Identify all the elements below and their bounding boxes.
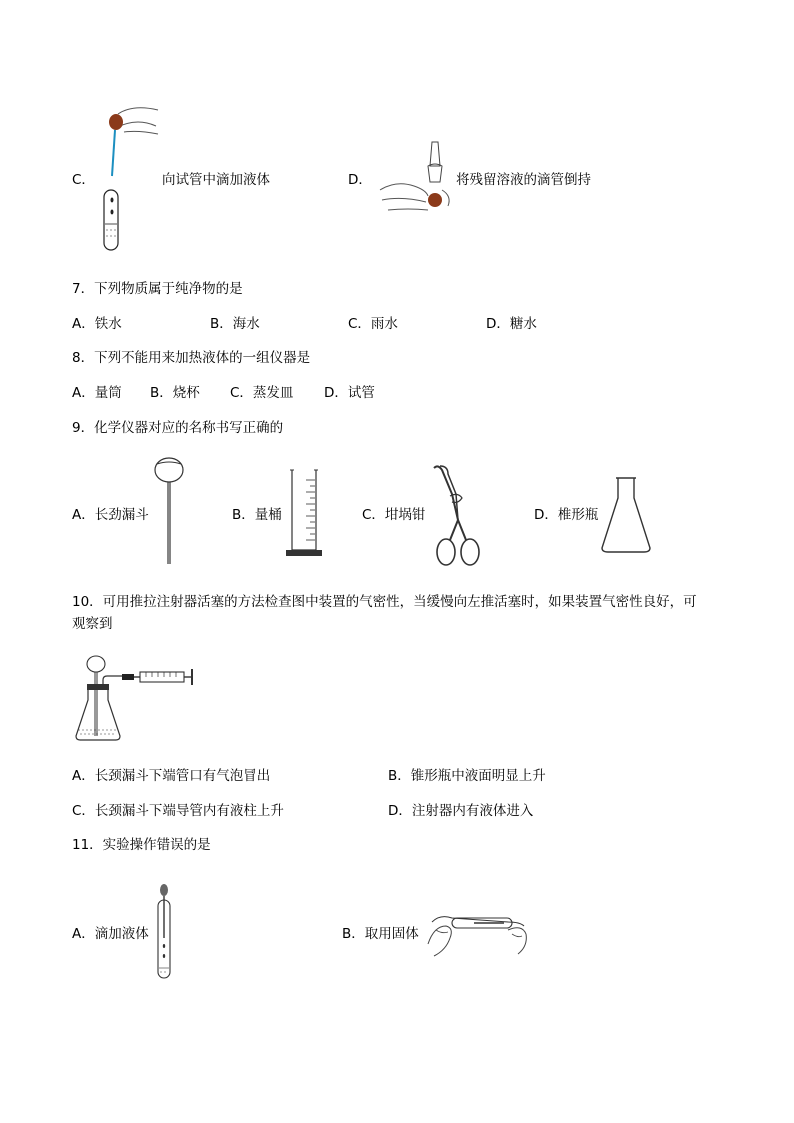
- q9-option-c: C．坩埚钳: [362, 507, 426, 523]
- q6-option-d-letter: D．: [348, 172, 372, 188]
- q9-stem: 9．化学仪器对应的名称书写正确的: [72, 420, 284, 436]
- q7-option-c: C．雨水: [348, 316, 398, 332]
- q9-option-a: A．长劲漏斗: [72, 507, 149, 523]
- q10-option-a: A．长颈漏斗下端管口有气泡冒出: [72, 768, 271, 784]
- q7-option-a: A．铁水: [72, 316, 122, 332]
- q6-option-c-text: 向试管中滴加液体: [162, 172, 270, 188]
- q11-option-b: B．取用固体: [342, 926, 419, 942]
- q11-option-a: A．滴加液体: [72, 926, 149, 942]
- q8-stem: 8．下列不能用来加热液体的一组仪器是: [72, 350, 311, 366]
- q8-option-d: D．试管: [324, 385, 375, 401]
- q10-stem-line1: 10．可用推拉注射器活塞的方法检查图中装置的气密性，当缓慢向左推活塞时，如果装置气密性良好，可: [72, 594, 697, 610]
- graduated-cylinder-icon: [284, 468, 324, 558]
- airtightness-apparatus-figure: [74, 652, 194, 744]
- q7-option-b: B．海水: [210, 316, 260, 332]
- q10-option-c: C．长颈漏斗下端导管内有液柱上升: [72, 803, 284, 819]
- conical-flask-icon: [598, 474, 654, 554]
- q6-option-d-text: 将残留溶液的滴管倒持: [456, 172, 591, 188]
- q7-stem: 7．下列物质属于纯净物的是: [72, 281, 243, 297]
- q11-stem: 11．实验操作错误的是: [72, 837, 211, 853]
- crucible-tongs-icon: [428, 464, 486, 568]
- dropper-adding-liquid-figure: [98, 104, 162, 254]
- q8-option-b: B．烧杯: [150, 385, 200, 401]
- q9-option-d: D．椎形瓶: [534, 507, 599, 523]
- q10-stem-line2: 观察到: [72, 616, 113, 632]
- q7-option-d: D．糖水: [486, 316, 537, 332]
- dropper-in-test-tube-figure: [152, 882, 176, 982]
- q10-option-b: B．锥形瓶中液面明显上升: [388, 768, 546, 784]
- q8-option-c: C．蒸发皿: [230, 385, 294, 401]
- q9-option-b: B．量桶: [232, 507, 282, 523]
- long-neck-funnel-icon: [152, 456, 186, 568]
- q6-option-c-letter: C．: [72, 172, 95, 188]
- taking-solid-figure: [424, 904, 530, 960]
- q10-option-d: D．注射器内有液体进入: [388, 803, 534, 819]
- inverted-dropper-figure: [378, 138, 456, 214]
- q8-option-a: A．量筒: [72, 385, 122, 401]
